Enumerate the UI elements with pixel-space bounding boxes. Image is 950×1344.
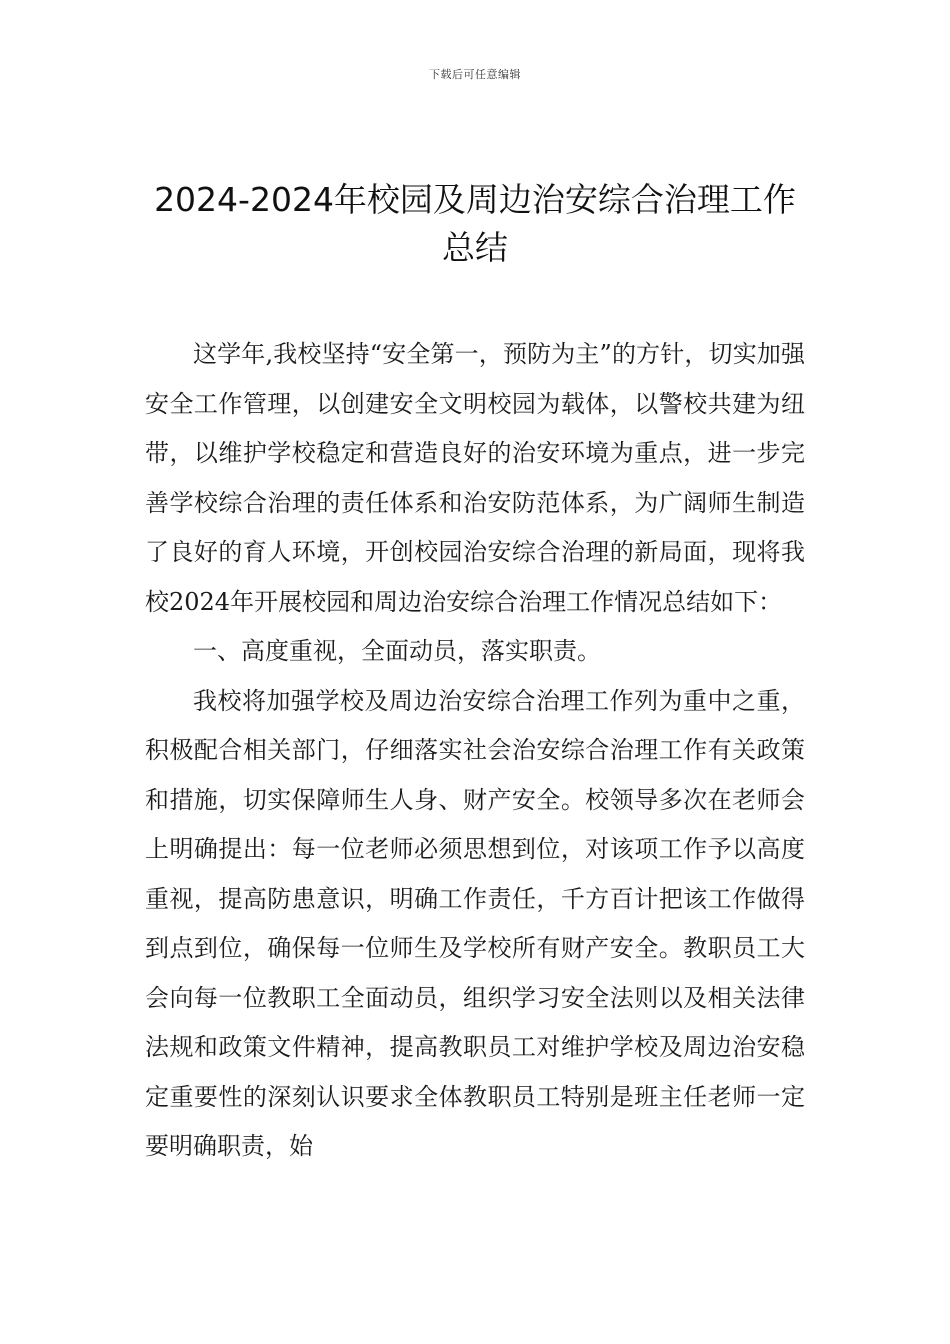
title-line-2: 总结	[442, 228, 508, 267]
title-line-1: 2024-2024年校园及周边治安综合治理工作	[154, 180, 796, 219]
header-note: 下载后可任意编辑	[429, 68, 521, 81]
document-title	[120, 176, 830, 272]
section-heading-1: 一、高度重视，全面动员，落实职责。	[193, 637, 601, 665]
paragraph-intro: 这学年,我校坚持“安全第一，预防为主”的方针，切实加强安全工作管理，以创建安全文明校园为载体，以警校共建为纽带，以维护学校稳定和营造良好的治安环境为重点，进一步完善学校综合治理的责任体系和治安防范体系，为广阔师生制造了良好的育人环境，开创校园治安综合治理的新局面，现将我校2024年开展校园和周边治安综合治理工作情况总结如下：	[145, 340, 805, 616]
paragraph-section-1: 我校将加强学校及周边治安综合治理工作列为重中之重，积极配合相关部门，仔细落实社会治安综合治理工作有关政策和措施，切实保障师生人身、财产安全。校领导多次在老师会上明确提出：每一位老师必须思想到位，对该项工作予以高度重视，提高防患意识，明确工作责任，千方百计把该工作做得到点到位，确保每一位师生及学校所有财产安全。教职员工大会向每一位教职工全面动员，组织学习安全法则以及相关法律法规和政策文件精神，提高教职员工对维护学校及周边治安稳定重要性的深刻认识要求全体教职员工特别是班主任老师一定要明确职责，始	[145, 686, 805, 1160]
document-body	[145, 330, 805, 1172]
